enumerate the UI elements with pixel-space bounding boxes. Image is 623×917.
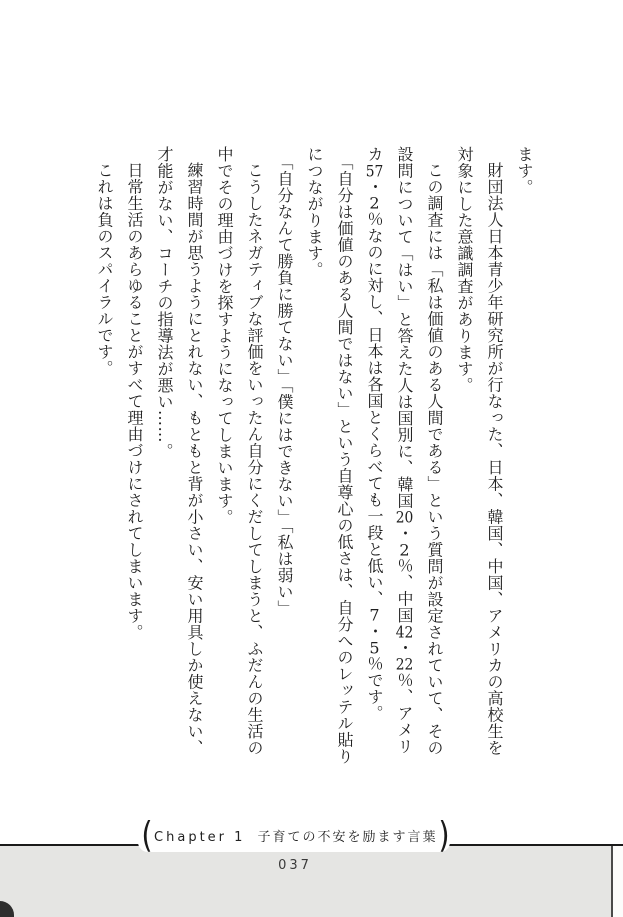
body-text-line: この調査には「私は価値のある人間である」という質問が設定されていて、その: [425, 162, 444, 756]
body-text-line: 対象にした意識調査があります。: [455, 146, 474, 394]
page-body-text: [89, 146, 539, 774]
body-text-line: 中でその理由づけを探すようになってしまいます。: [215, 146, 234, 526]
page-number: 037: [278, 858, 312, 873]
body-text-line: ます。: [515, 146, 534, 196]
page-edge-artifact: [611, 846, 623, 917]
chapter-label: Chapter 1: [154, 830, 246, 845]
body-text-line: 設問について「はい」と答えた人は国別に、韓国20・2％、中国42・22％、アメリ: [395, 146, 414, 755]
body-text-line: につながります。: [305, 146, 324, 278]
chapter-title: 子育ての不安を励ます言葉: [257, 830, 438, 845]
left-paren-decoration: (: [141, 815, 153, 856]
chapter-tab: [138, 815, 451, 856]
body-text-line: 財団法人日本青少年研究所が行なった、日本、韓国、中国、アメリカの高校生を: [485, 162, 504, 756]
footer-gray-band: [0, 846, 623, 917]
body-text-line: こうしたネガティブな評価をいったん自分にくだしてしまうと、ふだんの生活の: [245, 162, 264, 756]
right-paren-decoration: ): [438, 815, 451, 856]
body-text-line: 練習時間が思うようにとれない、もともと背が小さい、安い用具しか使えない、: [185, 162, 204, 756]
body-text-line: カ57・2％なのに対し、日本は各国とくらべても一段と低い、7・5％です。: [365, 146, 384, 722]
body-text-line: 日常生活のあらゆることがすべて理由づけにされてしまいます。: [125, 162, 144, 641]
body-text-line: 「自分は価値のある人間ではない」という自尊心の低さは、自分へのレッテル貼り: [335, 154, 354, 765]
chapter-tab-text: [154, 826, 437, 845]
body-text-line: 才能がない、コーチの指導法が悪い……。: [155, 146, 174, 460]
body-text-line: これは負のスパイラルです。: [95, 162, 114, 377]
body-text-line: 「自分なんて勝負に勝てない」「僕にはできない」「私は弱い」: [275, 154, 294, 617]
